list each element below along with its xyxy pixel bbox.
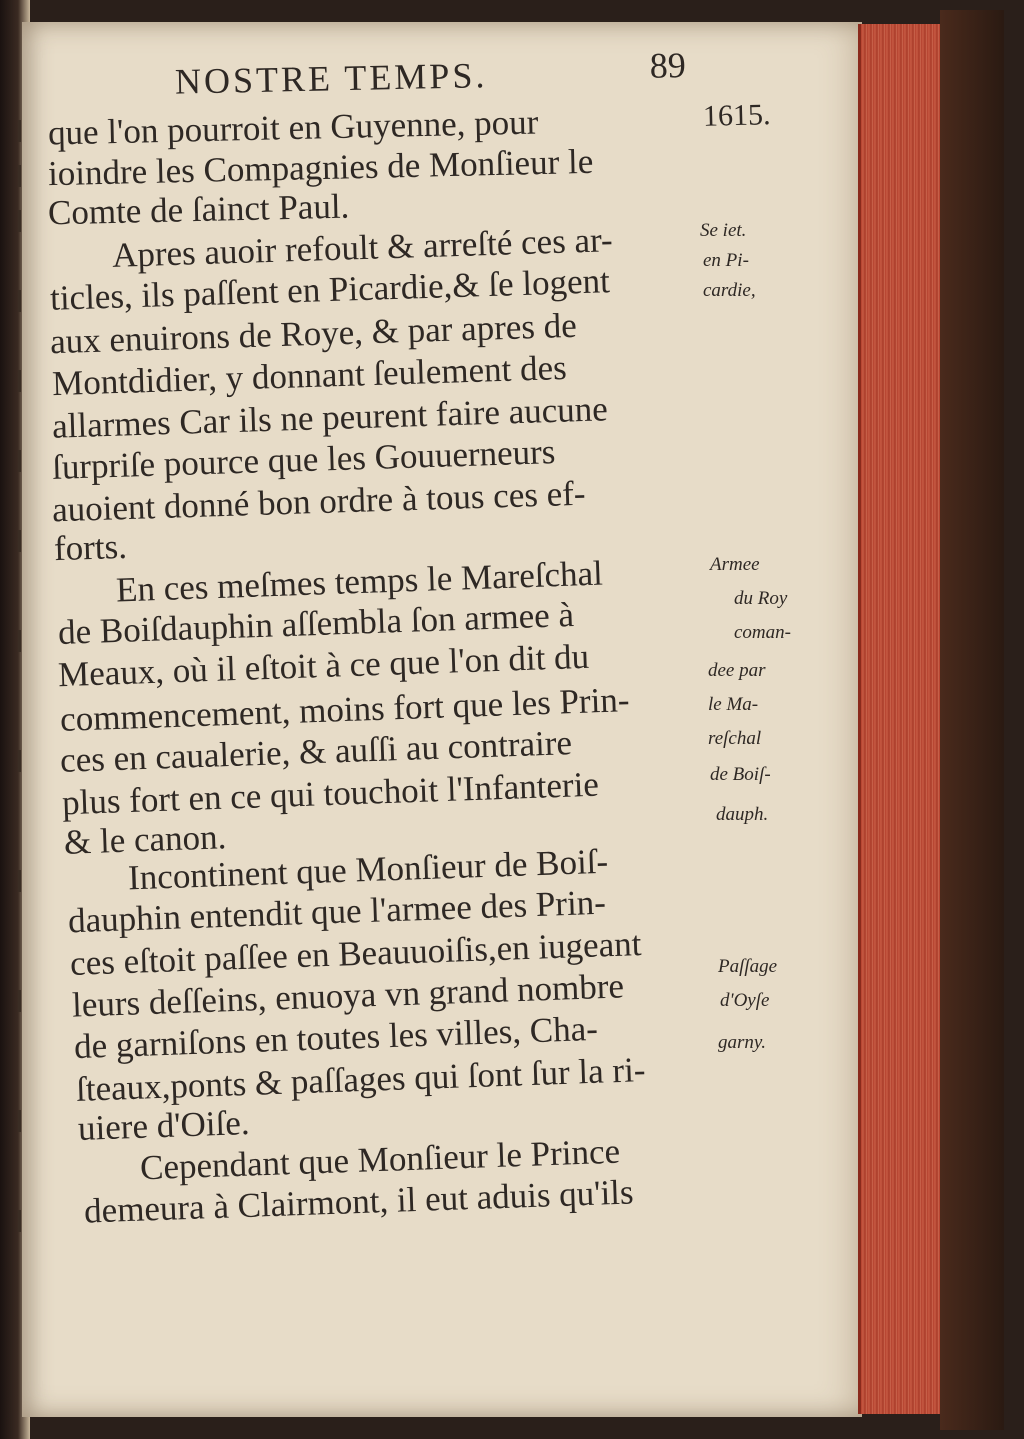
binding-stitch-marks xyxy=(8,110,38,1310)
text-line: plus fort en ce qui touchoit l'Infanterie xyxy=(61,764,600,823)
text-line: que l'on pourroit en Guyenne, pour xyxy=(47,102,539,153)
text-line: auoient donné bon ordre à tous ces ef- xyxy=(51,473,587,530)
text-line: En ces meſmes temps le Mareſchal xyxy=(115,553,604,610)
text-line: & le canon. xyxy=(63,817,227,862)
text-line: Montdidier, y donnant ſeulement des xyxy=(51,347,568,404)
text-line: ſurpriſe pource que les Gouuerneurs xyxy=(51,432,556,487)
text-line: ticles, ils paſſent en Picardie,& ſe logent xyxy=(49,261,611,318)
margin-note-line: dauph. xyxy=(716,804,769,825)
margin-year: 1615. xyxy=(702,98,771,133)
margin-note-line: le Ma- xyxy=(708,694,759,715)
text-line: ſteaux,ponts & paſſages qui ſont ſur la ri- xyxy=(75,1050,647,1109)
margin-note-line: reſchal xyxy=(708,728,762,749)
margin-note-line: en Pi- xyxy=(703,250,749,271)
margin-note-line: de Boiſ- xyxy=(710,764,771,785)
text-line: Comte de ſainct Paul. xyxy=(47,186,350,233)
text-line: commencement, moins fort que les Prin- xyxy=(59,680,631,739)
margin-note-line: Paſſage xyxy=(718,956,778,977)
text-line: Cependant que Monſieur le Prince xyxy=(139,1131,621,1188)
text-line: allarmes Car ils ne peurent faire aucune xyxy=(51,389,609,446)
book-cover-right xyxy=(940,10,1004,1430)
margin-note-line: d'Oyſe xyxy=(720,990,770,1011)
text-line: dauphin entendit que l'armee des Prin- xyxy=(67,882,607,941)
page-edges-red xyxy=(858,24,949,1414)
margin-note-line: du Roy xyxy=(734,588,788,609)
text-line: de Boiſdauphin aſſembla ſon armee à xyxy=(57,595,575,652)
text-line: de garniſons en toutes les villes, Cha- xyxy=(73,1008,599,1067)
header-title: NOSTRE TEMPS. xyxy=(174,55,488,102)
text-line: Apres auoir refoult & arreſté ces ar- xyxy=(111,220,614,275)
margin-note-line: Armee xyxy=(710,554,760,575)
text-line: demeura à Clairmont, il eut aduis qu'ils xyxy=(83,1172,635,1231)
text-line: ces en caualerie, & auſſi au contraire xyxy=(59,723,573,780)
margin-note-line: coman- xyxy=(734,622,791,643)
margin-note-line: dee par xyxy=(708,660,766,681)
text-line: ces eſtoit paſſee en Beauuoiſis,en iugeant xyxy=(69,924,642,983)
text-line: forts. xyxy=(53,526,128,569)
text-line: uiere d'Oiſe. xyxy=(77,1103,251,1148)
margin-note-line: Se iet. xyxy=(700,220,747,241)
text-line: Meaux, où il eſtoit à ce que l'on dit du xyxy=(57,636,590,695)
margin-note-line: cardie, xyxy=(703,280,756,301)
page-number: 89 xyxy=(649,44,687,86)
text-line: aux enuirons de Roye, & par apres de xyxy=(49,305,578,362)
text-line: leurs deſſeins, enuoya vn grand nombre xyxy=(71,966,625,1025)
text-line: Incontinent que Monſieur de Boiſ- xyxy=(127,841,609,898)
margin-note-line: garny. xyxy=(718,1032,767,1053)
text-line: ioindre les Compagnies de Monſieur le xyxy=(47,141,594,194)
